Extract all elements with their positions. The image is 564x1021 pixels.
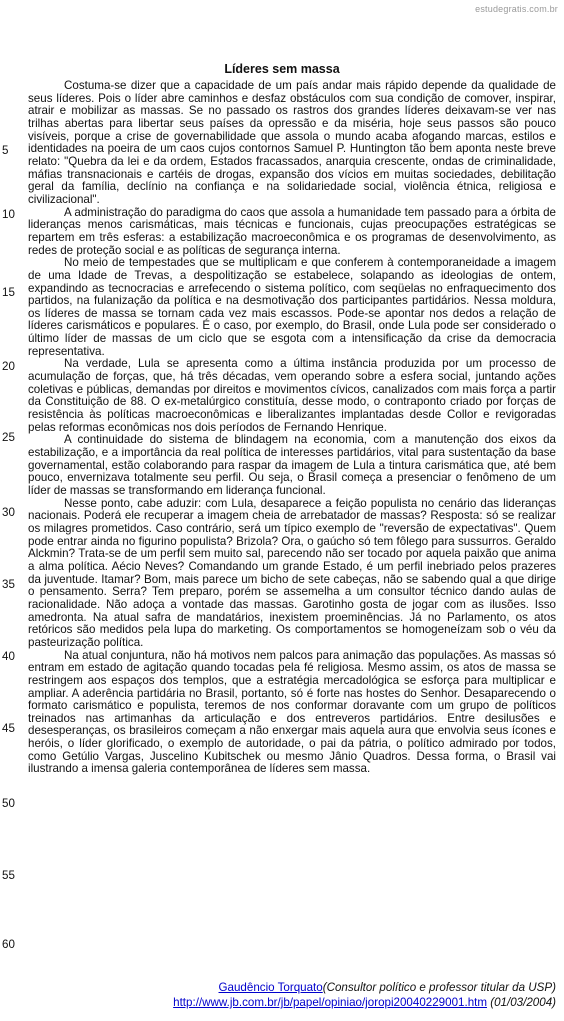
line-number: 45 — [2, 722, 15, 735]
line-number: 25 — [2, 431, 15, 444]
article-body — [28, 80, 556, 776]
source-url-link[interactable]: http://www.jb.com.br/jb/papel/opiniao/joropi20040229001.htm — [173, 996, 488, 1009]
author-line — [173, 980, 556, 995]
article-title: Líderes sem massa — [224, 62, 340, 76]
paragraph: No meio de tempestades que se multiplicam e que conferem à contemporaneidade a imagem de uma Idade de Trevas, a despolitização se estabelece, solapando as ideologias de ontem, expandindo as tecnocracias e arrefecendo o sistema político, com seqüelas no enfraquecimento dos partidos, na fulanização da política e na desmotivação dos participantes partidários. Nessa moldura, os líderes de massa se tornam cada vez mais escassos. Pode-se apontar nos dedos a relação de líderes carismáticos e populares. É o caso, por exemplo, do Brasil, onde Lula pode ser considerado o último líder de massas de um ciclo que se esgota com a intensificação da crise da democracia representativa. — [28, 256, 556, 358]
source-line — [173, 995, 556, 1010]
paragraph: Na atual conjuntura, não há motivos nem palcos para animação das populações. As massas só entram em estado de agitação quando tocadas pela fé religiosa. Mesmo assim, os atos de massa se restringem aos espaços dos templos, que a estratégia mercadológica se esforça para multiplicar e ampliar. A aderência partidária no Brasil, portanto, só é forte nas hostes do Senhor. Desaparecendo o formato carismático e populista, teremos de nos conformar doravante com um grupo de políticos treinados nas artimanhas da articulação e dos entreveros partidários. Entre desilusões e desesperanças, os brasileiros começam a não enxergar mais aquela aura que envolvia seus ícones e heróis, o líder glorificado, o exemplo de autoridade, o pai da pátria, o político admirado por todos, como Getúlio Vargas, Juscelino Kubitschek ou mesmo Jânio Quadros. Dessa forma, o Brasil vai ilustrando a imensa galeria contemporânea de líderes sem massa. — [28, 648, 556, 776]
paragraph: A administração do paradigma do caos que assola a humanidade tem passado para a órbita de lideranças menos carismáticas, mais técnicas e funcionais, cujas preocupações estratégicas se repartem em três esferas: a estabilização macroeconômica e os programas de desenvolvimento, as redes de proteção social e as políticas de segurança interna. — [28, 205, 556, 257]
author-note: (Consultor político e professor titular da USP) — [322, 981, 556, 994]
source-date: (01/03/2004) — [490, 996, 556, 1009]
author-link[interactable]: Gaudêncio Torquato — [218, 981, 323, 994]
line-number: 10 — [2, 208, 15, 221]
paragraph: A continuidade do sistema de blindagem na economia, com a manutenção dos eixos da estabilização, e a importância da real política de interesses partidários, vital para sustentação da base governamental, estão colaborando para raspar da imagem de Lula a tintura carismática que, até bem pouco, envernizava totalmente seu perfil. Ou seja, o Brasil começa a presenciar o fenômeno de um líder de massas se transformando em liderança funcional. — [28, 433, 556, 497]
paragraph: Na verdade, Lula se apresenta como a última instância produzida por um processo de acumulação de forças, que, há três décadas, vem operando sobre a esfera social, juntando ações coletivas e públicas, demandas por direitos e movimentos cívicos, canalizados com mais força a partir da Constituição de 88. O ex-metalúrgico constituía, desse modo, o contraponto criado por forças de resistência às políticas macroeconômicas e liberalizantes implantadas desde Collor e revigoradas pelas reformas econômicas nos dois períodos de Fernando Henrique. — [28, 357, 556, 434]
paragraph: Costuma-se dizer que a capacidade de um país andar mais rápido depende da qualidade de seus líderes. Pois o líder abre caminhos e desfaz obstáculos com sua condição de comover, inspirar, atrair e mobilizar as massas. Se no passado os rastros dos grandes líderes deixavam-se ver nas trilhas abertas para libertar seus países da opressão e da miséria, hoje seus passos são pouco visíveis, porque a crise de governabilidade que assola o mundo acaba afogando marcas, estilos e identidades na poeira de um caos cujos contornos Samuel P. Huntington tão bem aponta neste breve relato: "Quebra da lei e da ordem, Estados fracassados, anarquia crescente, ondas de criminalidade, máfias transnacionais e cartéis de drogas, expansão dos vícios em muitas sociedades, debilitação geral da família, declínio na confiança e na solidariedade social, violência étnica, religiosa e civilizacional". — [28, 79, 556, 206]
line-number: 40 — [2, 650, 15, 663]
line-number: 30 — [2, 506, 15, 519]
line-number: 60 — [2, 938, 15, 951]
line-number: 50 — [2, 797, 15, 810]
paragraph: Nesse ponto, cabe aduzir: com Lula, desaparece a feição populista no cenário das lideranças nacionais. Poderá ele recuperar a imagem cheia de arrebatador de massas? Resposta: só se realizar os milagres prometidos. Caso contrário, será um típico exemplo de "reversão de expectativas". Quem pode entrar ainda no figurino populista? Brizola? Ora, o gaúcho só tem fôlego para sussurros. Geraldo Alckmin? Trata-se de um perfil sem muito sal, parecendo não ser tocado por aquela paixão que anima a alma política. Aécio Neves? Comandando um grande Estado, é um perfil inebriado pelos prazeres da juventude. Itamar? Bom, mais parece um bicho de sete cabeças, não se sabendo qual a que dirige o pensamento. Serra? Tem preparo, porém se assemelha a um consultor técnico dando aulas de racionalidade. Não adoça a vontade das massas. Garotinho gosta de jogar com as ilusões. Isso amedronta. Na atual safra de mandatários, inexistem proeminências. Já no Parlamento, os atos retóricos são medidos pela lupa do marketing. Os comportamentos se homogeneízam sob o véu da pasteurização política. — [28, 496, 556, 649]
line-number: 55 — [2, 869, 15, 882]
line-number: 35 — [2, 578, 15, 591]
line-number: 5 — [2, 144, 9, 157]
line-number: 20 — [2, 360, 15, 373]
site-watermark: estudegratis.com.br — [475, 4, 558, 14]
line-number: 15 — [2, 286, 15, 299]
article-footer — [173, 980, 556, 1010]
